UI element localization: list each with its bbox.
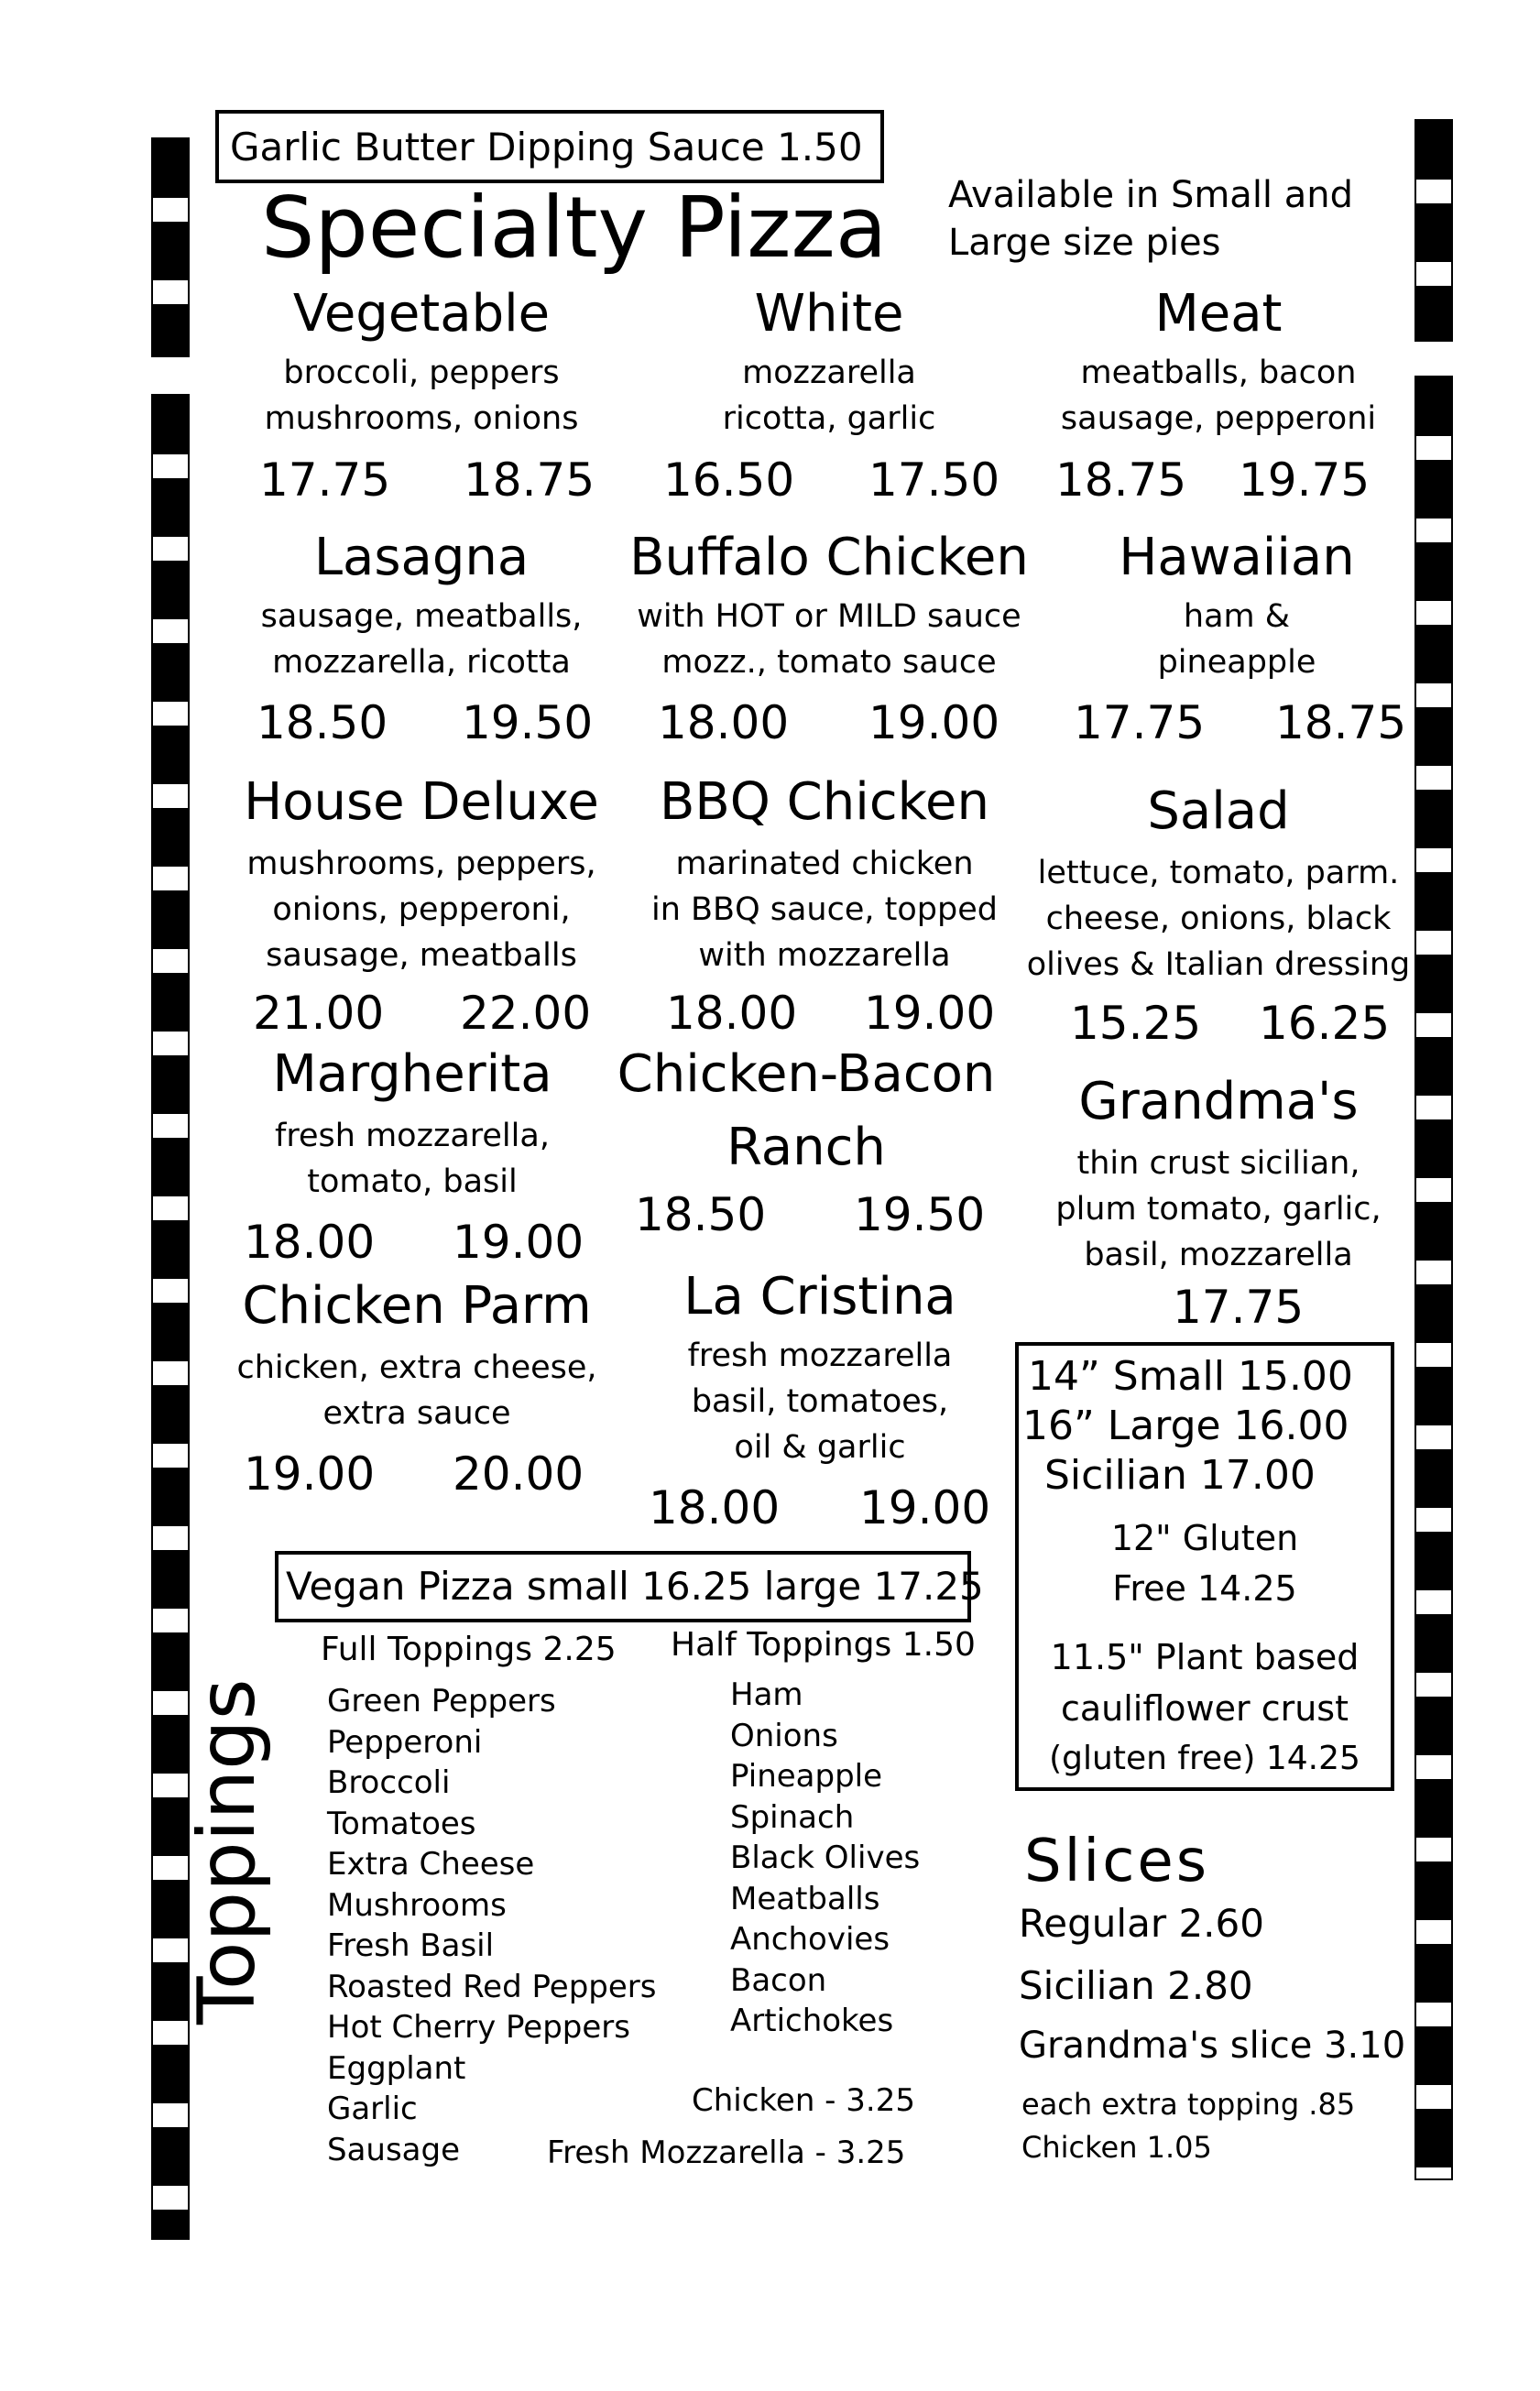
vegan-pizza-text: Vegan Pizza small 16.25 large 17.25: [286, 1564, 984, 1609]
toppings-title: Toppings: [181, 1678, 273, 2025]
pizza-desc-vegetable-1: broccoli, peppers: [283, 355, 560, 391]
plain-large: 16” Large 16.00: [1022, 1403, 1349, 1449]
price-large-bbq: 19.00: [864, 987, 996, 1040]
pizza-desc-house-2: onions, pepperoni,: [272, 891, 571, 928]
topping-item: Black Olives: [730, 1840, 921, 1876]
right-stripe-top: [1414, 119, 1453, 342]
price-small-la-cristina: 18.00: [649, 1481, 781, 1534]
pizza-desc-buffalo-1: with HOT or MILD sauce: [637, 598, 1021, 635]
page-title: Specialty Pizza: [261, 179, 888, 277]
toppings-col-2: [730, 1675, 920, 2042]
plain-sicilian: Sicilian 17.00: [1044, 1452, 1316, 1499]
price-small-bbq: 18.00: [666, 987, 798, 1040]
price-large-margherita: 19.00: [453, 1216, 584, 1269]
cauliflower-2: cauliflower crust: [1060, 1688, 1349, 1729]
topping-item: Sausage: [327, 2131, 461, 2168]
slice-regular: Regular 2.60: [1019, 1901, 1264, 1946]
topping-item: Meatballs: [730, 1880, 880, 1917]
pizza-desc-bbq-3: with mozzarella: [698, 937, 951, 974]
price-small-chicken-parm: 19.00: [244, 1447, 376, 1501]
pizza-desc-chicken-parm-2: extra sauce: [322, 1395, 511, 1432]
chicken-topping-price: Chicken - 3.25: [692, 2082, 915, 2119]
pizza-desc-hawaiian-2: pineapple: [1157, 644, 1316, 681]
topping-item: Anchovies: [730, 1921, 890, 1958]
pizza-name-house-deluxe: House Deluxe: [244, 772, 599, 832]
gluten-free-1: 12" Gluten: [1110, 1518, 1299, 1558]
pizza-name-white: White: [754, 284, 904, 344]
slice-grandma: Grandma's slice 3.10: [1019, 2025, 1406, 2067]
price-large-lasagna: 19.50: [462, 696, 594, 749]
pizza-name-salad: Salad: [1147, 781, 1290, 841]
price-large-meat: 19.75: [1239, 453, 1371, 507]
topping-item: Garlic: [327, 2091, 418, 2127]
plain-small: 14” Small 15.00: [1028, 1353, 1353, 1400]
pizza-desc-la-cristina-3: oil & garlic: [734, 1429, 906, 1466]
topping-item: Onions: [730, 1717, 838, 1754]
pizza-name-chicken-parm: Chicken Parm: [242, 1276, 592, 1336]
pizza-desc-buffalo-2: mozz., tomato sauce: [661, 644, 997, 681]
topping-item: Artichokes: [730, 2003, 894, 2039]
pizza-name-buffalo-chicken: Buffalo Chicken: [629, 528, 1029, 587]
topping-item: Spinach: [730, 1798, 855, 1836]
slice-extra-topping: each extra topping .85: [1021, 2087, 1356, 2122]
price-large-vegetable: 18.75: [464, 453, 595, 507]
pizza-desc-hawaiian-1: ham &: [1183, 598, 1291, 635]
topping-item: Pepperoni: [327, 1723, 483, 1761]
slice-chicken: Chicken 1.05: [1021, 2130, 1212, 2165]
pizza-desc-meat-1: meatballs, bacon: [1080, 355, 1357, 391]
left-stripe-top: [151, 137, 190, 357]
price-small-lasagna: 18.50: [257, 696, 388, 749]
pizza-name-la-cristina: La Cristina: [683, 1267, 956, 1327]
topping-item: Mushrooms: [327, 1886, 507, 1924]
price-small-margherita: 18.00: [244, 1216, 376, 1269]
pizza-desc-grandmas-3: basil, mozzarella: [1084, 1237, 1353, 1273]
pizza-name-lasagna: Lasagna: [313, 528, 530, 587]
pizza-name-hawaiian: Hawaiian: [1119, 528, 1355, 587]
vegan-pizza-box: [275, 1551, 984, 1622]
pizza-desc-white-2: ricotta, garlic: [722, 400, 936, 437]
pizza-desc-vegetable-2: mushrooms, onions: [264, 400, 579, 437]
topping-item: Tomatoes: [327, 1805, 476, 1842]
half-toppings-price: Half Toppings 1.50: [671, 1626, 976, 1664]
plain-pizza-box: [1015, 1342, 1394, 1791]
topping-item: Extra Cheese: [327, 1846, 535, 1883]
price-small-hawaiian: 17.75: [1074, 696, 1206, 749]
price-small-buffalo: 18.00: [658, 696, 790, 749]
pizza-desc-salad-3: olives & Italian dressing: [1026, 946, 1411, 983]
pizza-name-grandmas: Grandma's: [1078, 1072, 1359, 1131]
price-large-house: 22.00: [460, 987, 592, 1040]
pizza-desc-la-cristina-1: fresh mozzarella: [687, 1337, 953, 1374]
pizza-desc-margherita-2: tomato, basil: [307, 1163, 518, 1200]
pizza-desc-meat-2: sausage, pepperoni: [1060, 400, 1377, 437]
gluten-free-2: Free 14.25: [1112, 1568, 1297, 1609]
price-small-meat: 18.75: [1055, 453, 1187, 507]
topping-item: Green Peppers: [327, 1683, 556, 1720]
dipping-sauce-box: [215, 110, 884, 183]
cauliflower-3: (gluten free) 14.25: [1049, 1740, 1360, 1777]
toppings-col-1: [327, 1681, 656, 2170]
pizza-desc-salad-1: lettuce, tomato, parm.: [1037, 855, 1400, 891]
price-large-hawaiian: 18.75: [1275, 696, 1407, 749]
topping-item: Fresh Basil: [327, 1927, 495, 1964]
pizza-desc-margherita-1: fresh mozzarella,: [275, 1118, 550, 1154]
pizza-desc-grandmas-2: plum tomato, garlic,: [1055, 1191, 1382, 1228]
dipping-sauce-text: Garlic Butter Dipping Sauce 1.50: [230, 125, 863, 169]
topping-item: Bacon: [730, 1961, 827, 1999]
availability-line-1: Available in Small and: [948, 174, 1354, 216]
pizza-desc-bbq-2: in BBQ sauce, topped: [651, 891, 998, 928]
pizza-desc-grandmas-1: thin crust sicilian,: [1076, 1145, 1360, 1182]
full-toppings-price: Full Toppings 2.25: [321, 1631, 617, 1668]
pizza-desc-lasagna-1: sausage, meatballs,: [260, 598, 583, 635]
pizza-desc-la-cristina-2: basil, tomatoes,: [691, 1383, 949, 1420]
pizza-desc-bbq-1: marinated chicken: [675, 846, 974, 882]
price-large-salad: 16.25: [1259, 997, 1391, 1050]
topping-item: Ham: [730, 1676, 803, 1713]
price-large-la-cristina: 19.00: [859, 1481, 991, 1534]
pizza-name-meat: Meat: [1154, 284, 1283, 344]
price-large-buffalo: 19.00: [868, 696, 1000, 749]
pizza-name-chicken-bacon-ranch-1: Chicken-Bacon: [617, 1044, 996, 1104]
slices-title: Slices: [1024, 1828, 1210, 1895]
cauliflower-1: 11.5" Plant based: [1050, 1637, 1360, 1677]
fresh-mozzarella-topping-price: Fresh Mozzarella - 3.25: [547, 2134, 906, 2171]
topping-item: Hot Cherry Peppers: [327, 2009, 630, 2046]
price-large-white: 17.50: [868, 453, 1000, 507]
topping-item: Roasted Red Peppers: [327, 1968, 657, 2005]
pizza-desc-salad-2: cheese, onions, black: [1045, 901, 1392, 937]
price-small-white: 16.50: [663, 453, 795, 507]
pizza-desc-chicken-parm-1: chicken, extra cheese,: [236, 1349, 597, 1386]
price-large-chicken-parm: 20.00: [453, 1447, 584, 1501]
price-small-cbr: 18.50: [635, 1188, 767, 1241]
pizza-name-bbq-chicken: BBQ Chicken: [659, 772, 990, 832]
pizza-desc-lasagna-2: mozzarella, ricotta: [272, 644, 571, 681]
topping-item: Broccoli: [327, 1764, 451, 1801]
pizza-desc-house-1: mushrooms, peppers,: [246, 846, 596, 882]
price-small-house: 21.00: [253, 987, 385, 1040]
pizza-name-margherita: Margherita: [272, 1044, 552, 1104]
slice-sicilian: Sicilian 2.80: [1019, 1963, 1253, 2008]
availability-line-2: Large size pies: [948, 222, 1221, 264]
price-small-salad: 15.25: [1070, 997, 1202, 1050]
pizza-desc-white-1: mozzarella: [742, 355, 916, 391]
pizza-desc-house-3: sausage, meatballs: [266, 937, 577, 974]
price-large-cbr: 19.50: [854, 1188, 986, 1241]
right-stripe-main: [1414, 376, 1453, 2180]
pizza-name-chicken-bacon-ranch-2: Ranch: [726, 1118, 886, 1177]
topping-item: Pineapple: [730, 1758, 883, 1795]
price-grandmas: 17.75: [1173, 1281, 1305, 1334]
topping-item: Eggplant: [327, 2049, 466, 2087]
pizza-name-vegetable: Vegetable: [292, 284, 551, 344]
price-small-vegetable: 17.75: [259, 453, 391, 507]
